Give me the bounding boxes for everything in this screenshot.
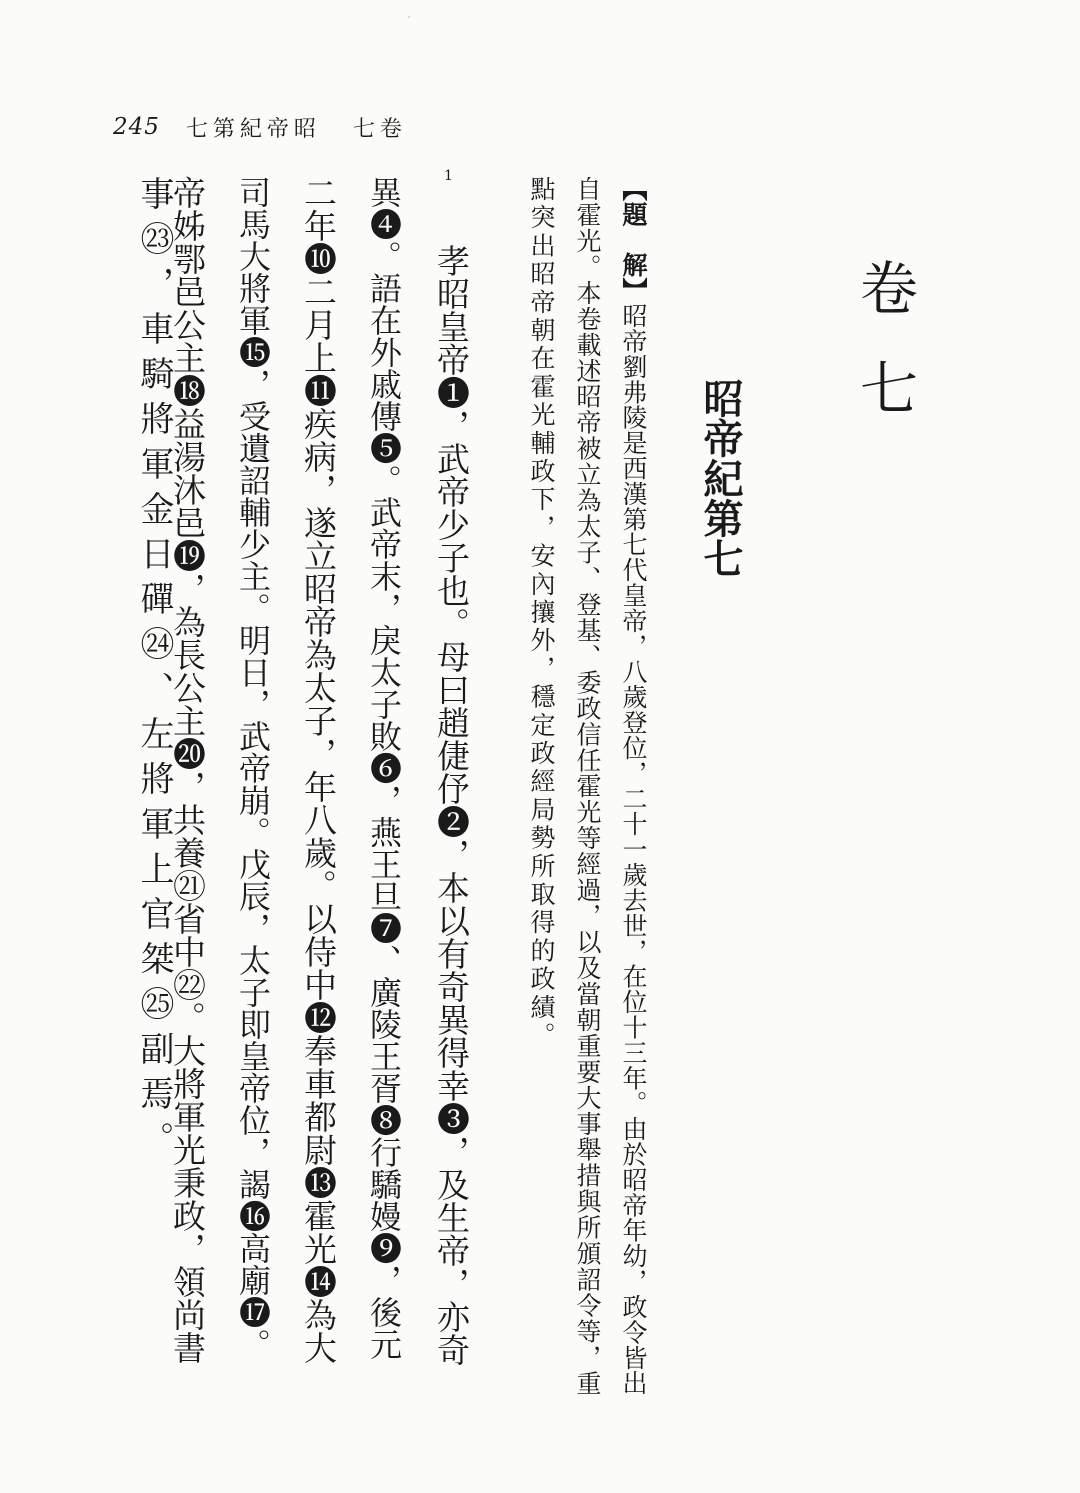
scan-speck xyxy=(408,16,410,18)
volume-title: 卷七 xyxy=(850,258,918,458)
body-text-column: 司馬大將軍⓯，受遺詔輔少主。明日，武帝崩。戊辰，太子即皇帝位，謁⓰高廟⓱。 xyxy=(234,176,272,1360)
body-text-column: 孝昭皇帝❶，武帝少子也。母曰趙倢伃❷，本以有奇異得幸❸，及生帝，亦奇 xyxy=(432,244,471,1366)
intro-line: 點突出昭帝朝在霍光輔政下，安內攘外，穩定政經局勢所取得的政績。 xyxy=(527,176,556,1051)
intro-line: 自霍光。本卷載述昭帝被立為太子、登基、委政信任霍光等經過，以及當朝重要大事舉措與所頒詔令等，重 xyxy=(573,176,602,1397)
intro-label: 【題 解】 xyxy=(619,176,648,304)
body-text-column: 事㉓，車騎將軍金日磾㉔、左將軍上官桀㉕副焉。 xyxy=(134,176,174,1166)
running-volume: 七卷 xyxy=(352,116,407,142)
running-title: 七第紀帝昭 xyxy=(185,116,321,142)
intro-text: 昭帝劉弗陵是西漢第七代皇帝，八歲登位，二十一歲去世，在位十三年。由於昭帝年幼，政令皆出 xyxy=(619,303,648,1396)
paragraph-marker: 1 xyxy=(444,168,453,184)
intro-line xyxy=(621,176,646,1396)
page-number: 245 xyxy=(113,114,160,140)
chapter-title: 昭帝紀第七 xyxy=(697,378,744,578)
body-text-column: 帝姊鄂邑公主⓲益湯沐邑⓳，為長公主⓴，共養㉑省中㉒。大將軍光秉政，領尚書 xyxy=(168,176,207,1364)
body-text-column: 異❹。語在外戚傳❺。武帝末，戾太子敗❻，燕王旦❼、廣陵王胥❽行驕嫚❾，後元 xyxy=(365,176,403,1360)
body-text-column: 二年❿二月上⓫疾病，遂立昭帝為太子，年八歲。以侍中⓬奉車都尉⓭霍光⓮為大 xyxy=(299,176,338,1364)
running-header xyxy=(113,112,407,142)
